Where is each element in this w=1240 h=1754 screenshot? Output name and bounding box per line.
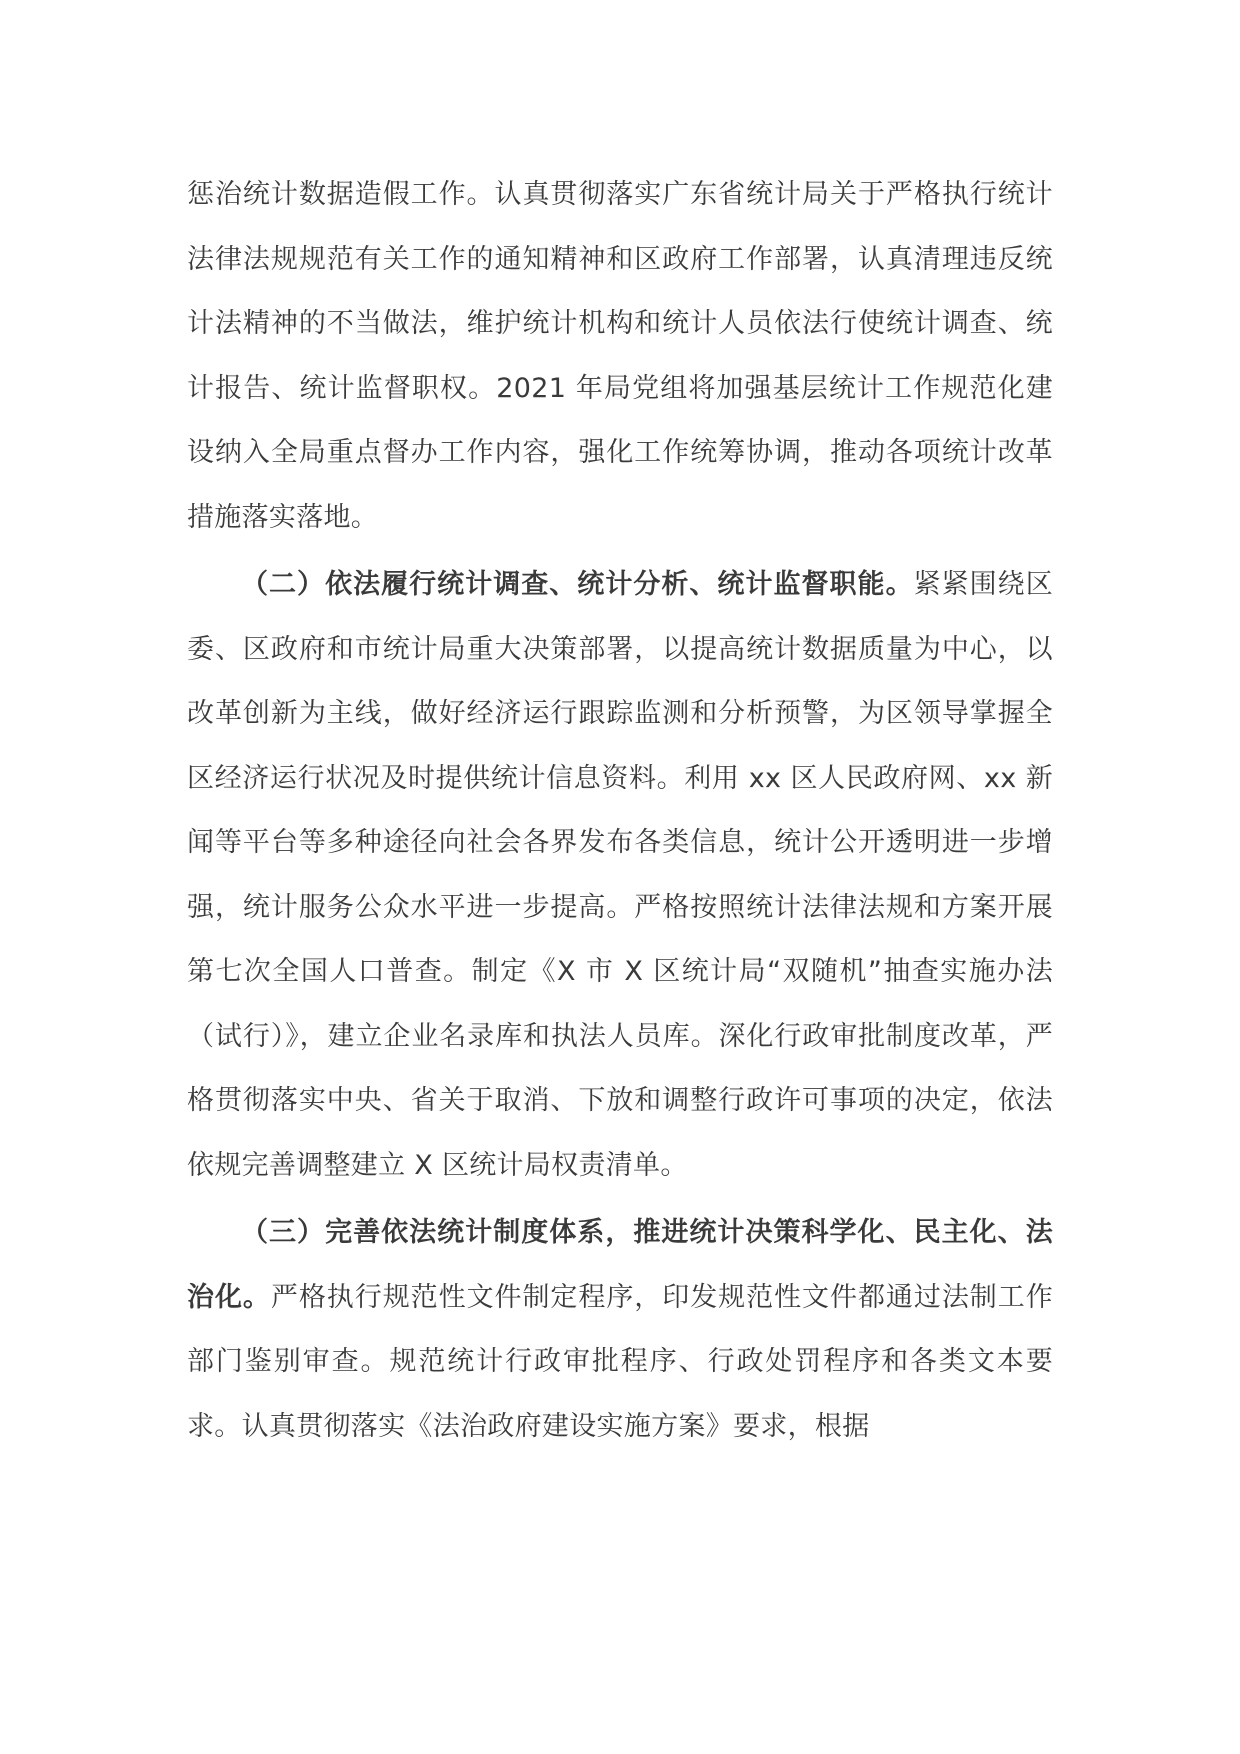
paragraph-section-2 bbox=[187, 553, 1053, 1198]
paragraph-continuation bbox=[187, 163, 1053, 550]
paragraph-1-text: 惩治统计数据造假工作。认真贯彻落实广东省统计局关于严格执行统计法律法规规范有关工作的通知精神和区政府工作部署，认真清理违反统计法精神的不当做法，维护统计机构和统计人员依法行使统计调查、统计报告、统计监督职权。2021 年局党组将加强基层统计工作规范化建设纳入全局重点督办工作内容，强化工作统筹协调，推动各项统计改革措施落实落地。 bbox=[187, 179, 1053, 533]
paragraph-section-3 bbox=[187, 1201, 1053, 1459]
document-body bbox=[187, 163, 1053, 1459]
paragraph-2-text: 紧紧围绕区委、区政府和市统计局重大决策部署，以提高统计数据质量为中心，以改革创新为主线，做好经济运行跟踪监测和分析预警，为区领导掌握全区经济运行状况及时提供统计信息资料。利用 xx 区人民政府网、xx 新闻等平台等多种途径向社会各界发布各类信息，统计公开透明进一步增强，统计服务公众水平进一步提高。严格按照统计法律法规和方案开展第七次全国人口普查。制定《X 市 X 区统计局“双随机”抽查实施办法（试行）》，建立企业名录库和执法人员库。深化行政审批制度改革，严格贯彻落实中央、省关于取消、下放和调整行政许可事项的决定，依法依规完善调整建立 X 区统计局权责清单。 bbox=[187, 569, 1054, 1181]
section-3-heading: （三）完善依法统计制度体系，推进统计决策科学化、民主化、法治化。 bbox=[187, 1217, 1053, 1313]
paragraph-3-text: 严格执行规范性文件制定程序，印发规范性文件都通过法制工作部门鉴别审查。规范统计行政审批程序、行政处罚程序和各类文本要求。认真贯彻落实《法治政府建设实施方案》要求，根据 bbox=[187, 1281, 1053, 1442]
section-2-heading: （二）依法履行统计调查、统计分析、统计监督职能。 bbox=[241, 569, 914, 600]
